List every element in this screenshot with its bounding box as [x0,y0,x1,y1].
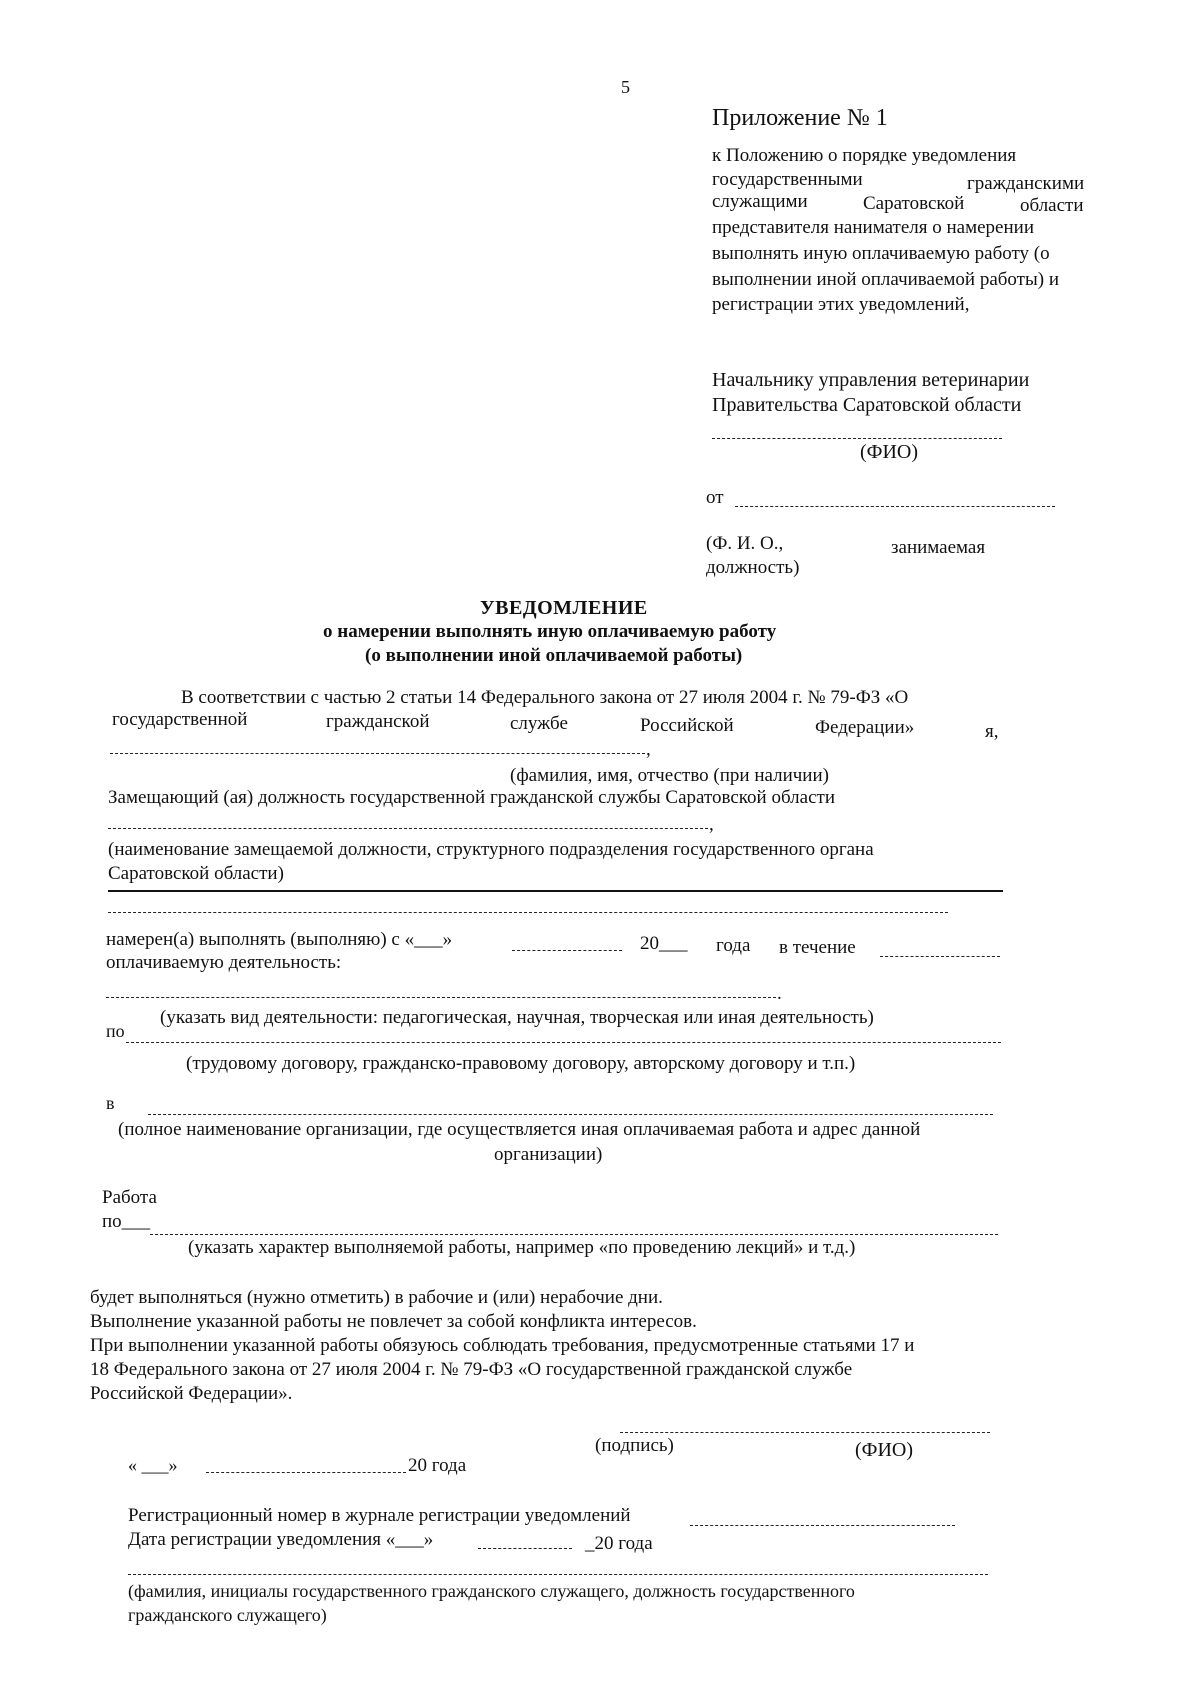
work-po: по___ [102,1211,151,1232]
from-caption: занимаемая [891,537,986,558]
conflict-line: Выполнение указанной работы не повлечет за собой конфликта интересов. [90,1311,697,1332]
comma: , [709,814,714,835]
caption-org: (полное наименование организации, где осуществляется иная оплачиваемая работа и адрес данной [118,1119,921,1140]
document-subtitle: (о выполнении иной оплачиваемой работы) [365,645,743,666]
year-20: 20___ [640,933,688,954]
caption-official: (фамилия, инициалы государственного гражданского служащего, должность государственного [128,1581,855,1601]
contract-line [126,1042,1001,1043]
fio-caption: (ФИО) [860,441,919,463]
period: . [777,983,782,1004]
position-input-line [108,828,708,829]
fio-line [712,438,1002,439]
signature-date: « ___» [128,1455,178,1475]
appendix-line: гражданскими [967,173,1085,194]
caption-fio: (фамилия, имя, отчество (при наличии) [510,765,829,786]
from-caption: (Ф. И. О., [706,533,784,554]
divider [108,890,1003,892]
work-label: Работа [102,1187,157,1208]
caption-position: Саратовской области) [108,863,284,884]
document-subtitle: о намерении выполнять иную оплачиваемую работу [323,621,777,642]
obligation-line: Российской Федерации». [90,1383,293,1404]
appendix-line: выполнять иную оплачиваемую работу (о [712,243,1050,264]
signature-year: 20 года [408,1455,467,1476]
registration-number: Регистрационный номер в журнале регистрации уведомлений [128,1505,631,1526]
replacing-line: Замещающий (ая) должность государственной гражданской службы Саратовской области [108,787,835,808]
document-title: УВЕДОМЛЕНИЕ [480,597,648,619]
date-line [512,950,622,951]
obligation-line: 18 Федерального закона от 27 июля 2004 г. № 79-ФЗ «О государственной гражданской службе [90,1359,853,1380]
during: в течение [779,937,856,958]
registration-year: _20 года [585,1533,653,1554]
page-number: 5 [621,77,630,97]
addressee-line-2: Правительства Саратовской области [712,394,1022,416]
signature-caption: (подпись) [595,1435,674,1456]
po-label: по [106,1021,125,1041]
from-label: от [706,487,724,508]
registration-number-line [690,1525,955,1526]
word: гражданской [326,711,430,732]
caption-official: гражданского служащего) [128,1605,327,1625]
signature-date-line [206,1472,406,1473]
during-line [880,956,1000,957]
days-line: будет выполняться (нужно отметить) в рабочие и (или) нерабочие дни. [90,1287,663,1308]
appendix-line: служащими [712,191,808,212]
from-line [735,506,1055,507]
word: Федерации» [815,717,915,738]
obligation-line: При выполнении указанной работы обязуюсь соблюдать требования, предусмотренные статьями 17 и [90,1335,915,1356]
from-caption: должность) [706,557,800,578]
appendix-line: Саратовской [863,193,965,214]
intend-line: намерен(а) выполнять (выполняю) с «___» [106,929,453,950]
caption-position: (наименование замещаемой должности, структурного подразделения государственного органа [108,839,874,860]
registration-date: Дата регистрации уведомления «___» [128,1529,434,1550]
appendix-line: к Положению о порядке уведомления [712,145,1017,166]
year-word: года [716,935,751,956]
comma: , [646,739,651,760]
fio-input-line [110,753,645,754]
word: государственной [112,709,248,730]
appendix-line: государственными [712,169,863,190]
word: Российской [640,715,734,736]
appendix-line: области [1020,195,1084,216]
caption-org: организации) [494,1144,603,1165]
caption-contract: (трудовому договору, гражданско-правовому договору, авторскому договору и т.п.) [186,1053,856,1074]
appendix-line: представителя нанимателя о намерении [712,217,1034,238]
paid-activity: оплачиваемую деятельность: [106,952,342,973]
blank-line [108,912,948,913]
appendix-line: регистрации этих уведомлений, [712,294,970,315]
signature-line [620,1432,990,1433]
word: я, [985,721,999,742]
official-line [128,1574,988,1575]
organization-line [148,1114,993,1115]
registration-date-line [478,1548,572,1549]
fio-caption: (ФИО) [855,1439,914,1461]
appendix-line: выполнении иной оплачиваемой работы) и [712,269,1059,290]
appendix-title: Приложение № 1 [712,105,888,131]
caption-kind: (указать вид деятельности: педагогическая, научная, творческая или иная деятельность) [160,1007,874,1028]
activity-line [106,997,776,998]
v-label: в [106,1093,115,1113]
paragraph-line: В соответствии с частью 2 статьи 14 Федерального закона от 27 июля 2004 г. № 79-ФЗ «О [181,687,909,708]
word: службе [510,713,568,734]
work-line [150,1234,998,1235]
caption-work: (указать характер выполняемой работы, например «по проведению лекций» и т.д.) [188,1237,856,1258]
addressee-line-1: Начальнику управления ветеринарии [712,369,1030,391]
